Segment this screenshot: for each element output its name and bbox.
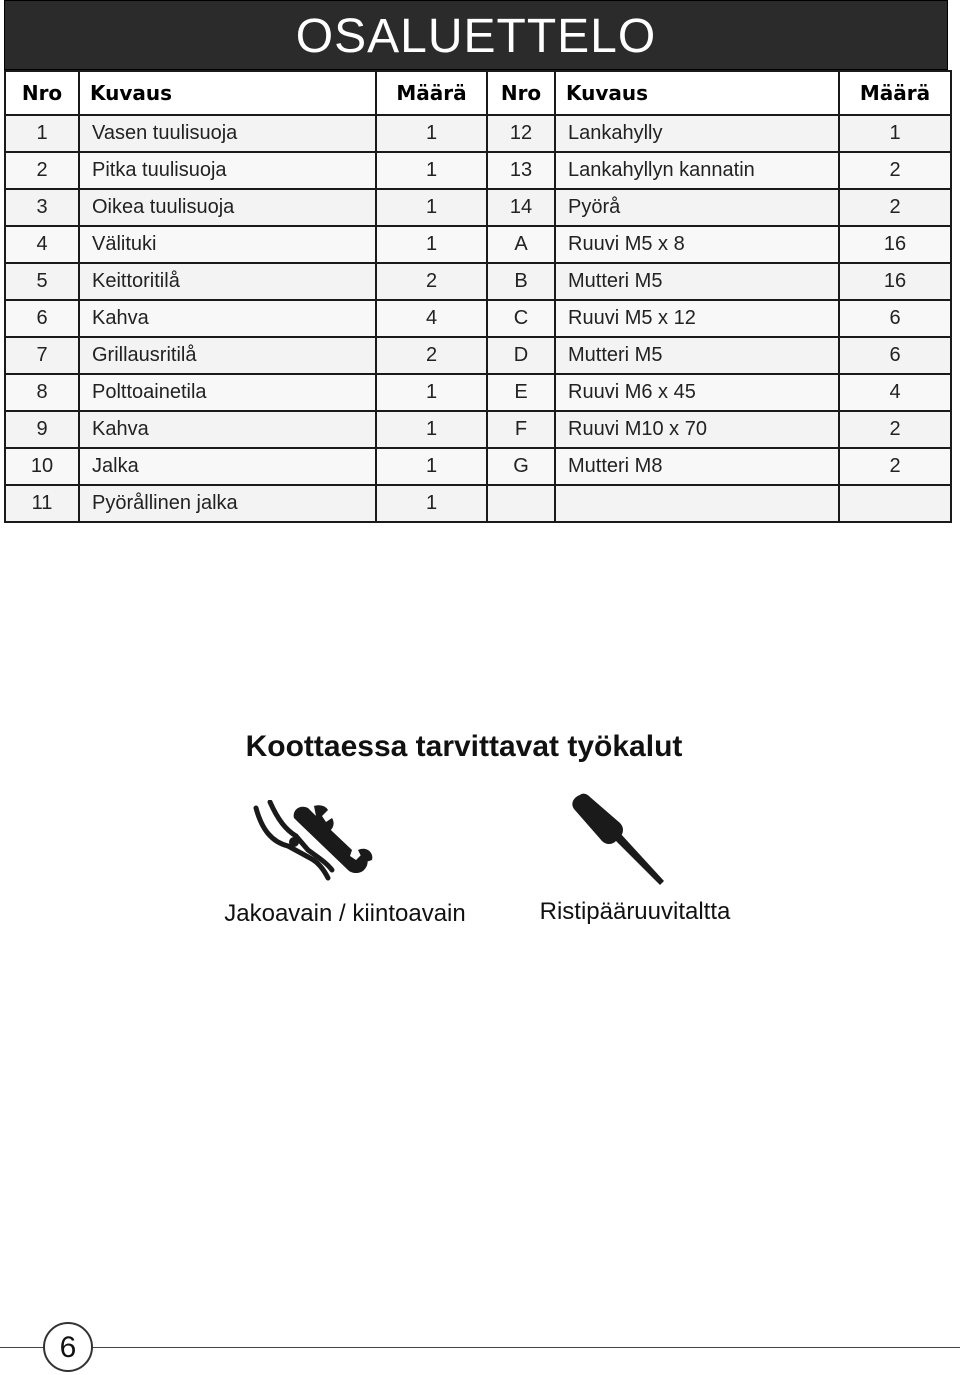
cell-maara <box>839 485 951 522</box>
table-row <box>5 189 951 226</box>
screwdriver-icon <box>568 793 668 889</box>
cell-maara: 1 <box>376 448 487 485</box>
cell-kuvaus: Polttoainetila <box>79 374 376 411</box>
cell-nro: 8 <box>5 374 79 411</box>
cell-maara: 6 <box>839 337 951 374</box>
cell-maara: 1 <box>376 374 487 411</box>
cell-kuvaus: Keittoritilå <box>79 263 376 300</box>
header-maara: Määrä <box>376 71 487 115</box>
cell-maara: 1 <box>376 226 487 263</box>
cell-maara: 1 <box>376 411 487 448</box>
cell-nro: 11 <box>5 485 79 522</box>
cell-kuvaus: Jalka <box>79 448 376 485</box>
cell-kuvaus: Mutteri M5 <box>555 337 839 374</box>
cell-nro: A <box>487 226 555 263</box>
cell-kuvaus: Pyörå <box>555 189 839 226</box>
cell-kuvaus: Kahva <box>79 411 376 448</box>
table-row <box>5 411 951 448</box>
cell-nro: 3 <box>5 189 79 226</box>
cell-maara: 1 <box>376 152 487 189</box>
cell-kuvaus: Mutteri M5 <box>555 263 839 300</box>
cell-nro: 10 <box>5 448 79 485</box>
cell-kuvaus: Välituki <box>79 226 376 263</box>
cell-nro: C <box>487 300 555 337</box>
table-row <box>5 448 951 485</box>
header-kuvaus: Kuvaus <box>79 71 376 115</box>
cell-nro: 4 <box>5 226 79 263</box>
cell-kuvaus: Oikea tuulisuoja <box>79 189 376 226</box>
cell-kuvaus: Lankahyllyn kannatin <box>555 152 839 189</box>
cell-maara: 16 <box>839 263 951 300</box>
cell-nro: 2 <box>5 152 79 189</box>
cell-maara: 4 <box>839 374 951 411</box>
tool-label-wrench: Jakoavain / kiintoavain <box>224 900 466 927</box>
table-row <box>5 152 951 189</box>
table-row <box>5 485 951 522</box>
table-header-row <box>5 71 951 115</box>
cell-kuvaus: Ruuvi M5 x 8 <box>555 226 839 263</box>
table-row <box>5 115 951 152</box>
header-nro: Nro <box>487 71 555 115</box>
cell-maara: 2 <box>839 189 951 226</box>
cell-kuvaus: Mutteri M8 <box>555 448 839 485</box>
cell-nro: F <box>487 411 555 448</box>
pliers-wrench-icon <box>248 800 378 882</box>
cell-maara: 2 <box>839 152 951 189</box>
cell-nro: 9 <box>5 411 79 448</box>
cell-nro <box>487 485 555 522</box>
table-row <box>5 263 951 300</box>
cell-nro: G <box>487 448 555 485</box>
cell-maara: 2 <box>376 337 487 374</box>
cell-kuvaus: Ruuvi M6 x 45 <box>555 374 839 411</box>
cell-maara: 2 <box>839 411 951 448</box>
tools-heading: Koottaessa tarvittavat työkalut <box>245 730 683 763</box>
cell-maara: 16 <box>839 226 951 263</box>
cell-nro: B <box>487 263 555 300</box>
page-title: OSALUETTELO <box>4 0 948 70</box>
page-number: 6 <box>43 1322 93 1372</box>
cell-maara: 1 <box>376 189 487 226</box>
parts-table <box>4 70 952 523</box>
cell-maara: 4 <box>376 300 487 337</box>
cell-maara: 1 <box>839 115 951 152</box>
cell-maara: 2 <box>839 448 951 485</box>
cell-nro: 13 <box>487 152 555 189</box>
cell-kuvaus: Vasen tuulisuoja <box>79 115 376 152</box>
header-maara: Määrä <box>839 71 951 115</box>
cell-kuvaus: Pyörållinen jalka <box>79 485 376 522</box>
cell-kuvaus: Kahva <box>79 300 376 337</box>
cell-maara: 6 <box>839 300 951 337</box>
table-row <box>5 337 951 374</box>
cell-maara: 1 <box>376 485 487 522</box>
cell-nro: 6 <box>5 300 79 337</box>
cell-nro: 7 <box>5 337 79 374</box>
footer-rule <box>0 1347 960 1348</box>
cell-maara: 1 <box>376 115 487 152</box>
cell-nro: D <box>487 337 555 374</box>
table-row <box>5 374 951 411</box>
cell-kuvaus <box>555 485 839 522</box>
table-row <box>5 226 951 263</box>
cell-nro: 12 <box>487 115 555 152</box>
cell-kuvaus: Ruuvi M10 x 70 <box>555 411 839 448</box>
cell-kuvaus: Pitka tuulisuoja <box>79 152 376 189</box>
cell-nro: 14 <box>487 189 555 226</box>
cell-nro: 1 <box>5 115 79 152</box>
cell-maara: 2 <box>376 263 487 300</box>
cell-kuvaus: Lankahylly <box>555 115 839 152</box>
cell-kuvaus: Grillausritilå <box>79 337 376 374</box>
header-nro: Nro <box>5 71 79 115</box>
header-kuvaus: Kuvaus <box>555 71 839 115</box>
cell-nro: E <box>487 374 555 411</box>
table-row <box>5 300 951 337</box>
cell-nro: 5 <box>5 263 79 300</box>
cell-kuvaus: Ruuvi M5 x 12 <box>555 300 839 337</box>
tool-label-screwdriver: Ristipääruuvitaltta <box>539 898 731 925</box>
